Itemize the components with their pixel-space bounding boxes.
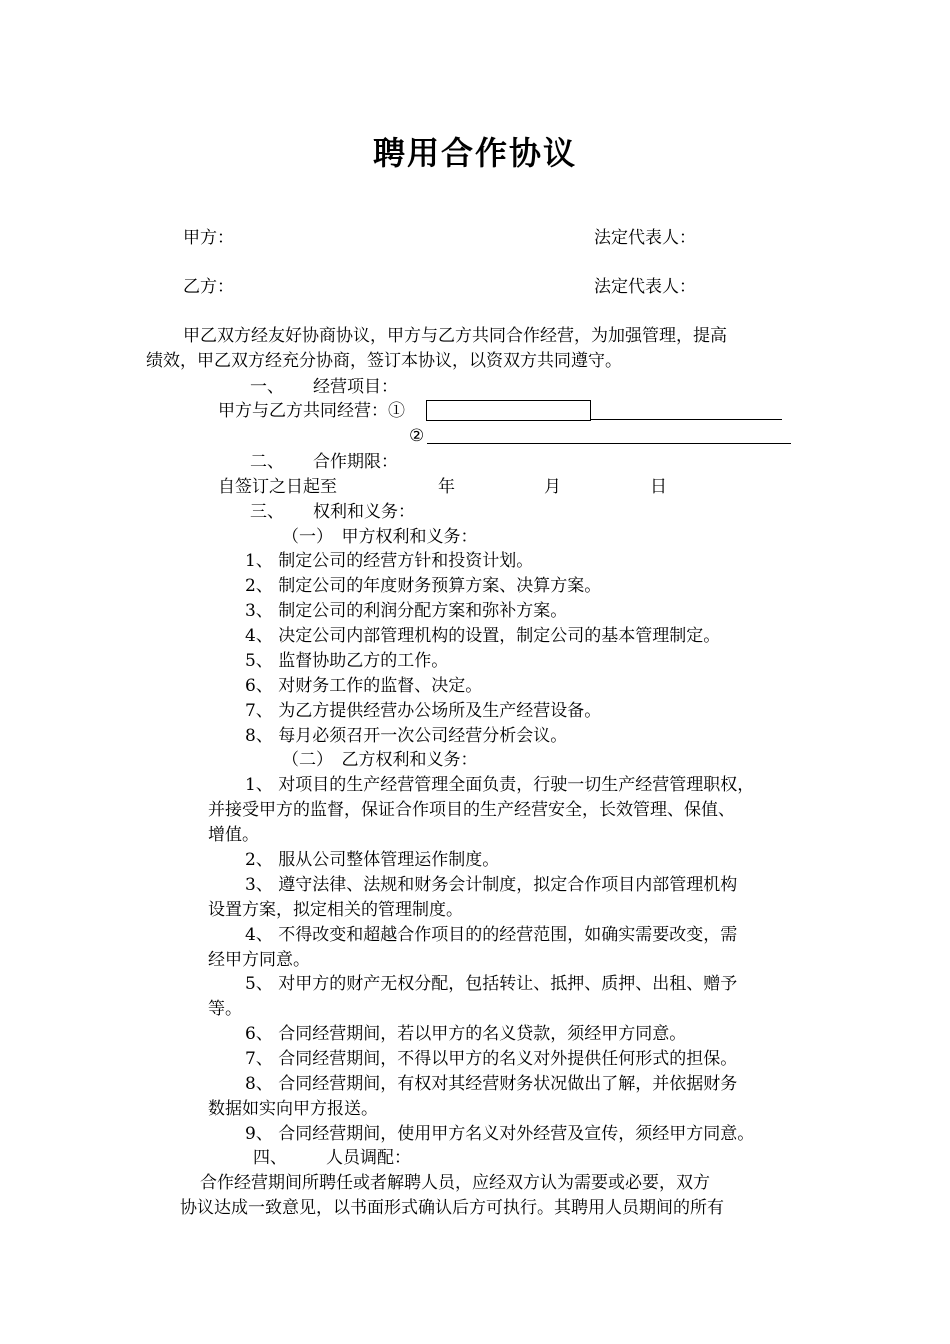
project-1-input-box bbox=[426, 400, 591, 421]
document-title: 聘用合作协议 bbox=[372, 134, 577, 172]
party-b-line: 5、 对甲方的财产无权分配，包括转让、抵押、质押、出租、赠予 bbox=[245, 974, 738, 994]
party-a-label: 甲方： bbox=[183, 228, 234, 248]
party-b-line: 增值。 bbox=[208, 825, 259, 845]
section-2-number: 二、 bbox=[250, 452, 284, 472]
intro-line-2: 绩效，甲乙双方经充分协商，签订本协议，以资双方共同遵守。 bbox=[146, 351, 622, 371]
party-b-line: 经甲方同意。 bbox=[208, 950, 310, 970]
section-4-number: 四、 bbox=[253, 1148, 287, 1168]
section-2-heading: 合作期限： bbox=[313, 452, 398, 472]
party-b-line: 7、 合同经营期间，不得以甲方的名义对外提供任何形式的担保。 bbox=[245, 1049, 738, 1069]
party-a-item: 4、 决定公司内部管理机构的设置，制定公司的基本管理制定。 bbox=[245, 626, 721, 646]
section-3-heading: 权利和义务： bbox=[313, 502, 415, 522]
project-2-underline bbox=[427, 443, 791, 444]
section-1-line-label: 甲方与乙方共同经营：① bbox=[218, 401, 405, 421]
party-b-line: 数据如实向甲方报送。 bbox=[208, 1099, 378, 1119]
term-year: 年 bbox=[438, 477, 455, 497]
party-a-item: 6、 对财务工作的监督、决定。 bbox=[245, 676, 483, 696]
party-a-item: 8、 每月必须召开一次公司经营分析会议。 bbox=[245, 726, 568, 746]
party-b-label: 乙方： bbox=[183, 277, 234, 297]
party-b-line: 3、 遵守法律、法规和财务会计制度，拟定合作项目内部管理机构 bbox=[245, 875, 738, 895]
party-b-line: 并接受甲方的监督，保证合作项目的生产经营安全，长效管理、保值、 bbox=[208, 800, 735, 820]
party-a-item: 7、 为乙方提供经营办公场所及生产经营设备。 bbox=[245, 701, 602, 721]
party-b-line: 设置方案，拟定相关的管理制度。 bbox=[208, 900, 463, 920]
party-b-line: 等。 bbox=[208, 999, 242, 1019]
section-1-marker-2: ② bbox=[409, 426, 425, 446]
party-a-item: 2、 制定公司的年度财务预算方案、决算方案。 bbox=[245, 576, 602, 596]
term-month: 月 bbox=[544, 477, 561, 497]
intro-line-1: 甲乙双方经友好协商协议，甲方与乙方共同合作经营，为加强管理，提高 bbox=[183, 326, 727, 346]
section-4-line-1: 合作经营期间所聘任或者解聘人员，应经双方认为需要或必要，双方 bbox=[200, 1173, 710, 1193]
party-b-rep-label: 法定代表人： bbox=[594, 277, 696, 297]
party-a-item: 1、 制定公司的经营方针和投资计划。 bbox=[245, 551, 534, 571]
section-4-line-2: 协议达成一致意见，以书面形式确认后方可执行。其聘用人员期间的所有 bbox=[180, 1198, 724, 1218]
party-b-line: 2、 服从公司整体管理运作制度。 bbox=[245, 850, 500, 870]
party-b-line: 1、 对项目的生产经营管理全面负责，行驶一切生产经营管理职权， bbox=[245, 775, 755, 795]
section-4-heading: 人员调配： bbox=[326, 1148, 411, 1168]
party-a-item: 3、 制定公司的利润分配方案和弥补方案。 bbox=[245, 601, 568, 621]
sub-heading-party-b: （二） 乙方权利和义务： bbox=[282, 750, 478, 770]
project-1-underline bbox=[590, 419, 782, 420]
section-1-heading: 经营项目： bbox=[313, 377, 398, 397]
party-a-rep-label: 法定代表人： bbox=[594, 228, 696, 248]
party-b-line: 6、 合同经营期间，若以甲方的名义贷款，须经甲方同意。 bbox=[245, 1024, 687, 1044]
section-3-number: 三、 bbox=[250, 502, 284, 522]
party-a-item: 5、 监督协助乙方的工作。 bbox=[245, 651, 449, 671]
party-b-line: 8、 合同经营期间，有权对其经营财务状况做出了解，并依据财务 bbox=[245, 1074, 738, 1094]
term-from-label: 自签订之日起至 bbox=[218, 477, 337, 497]
section-1-number: 一、 bbox=[250, 377, 284, 397]
sub-heading-party-a: （一） 甲方权利和义务： bbox=[282, 527, 478, 547]
term-day: 日 bbox=[650, 477, 667, 497]
party-b-line: 4、 不得改变和超越合作项目的的经营范围，如确实需要改变，需 bbox=[245, 925, 738, 945]
party-b-line: 9、 合同经营期间，使用甲方名义对外经营及宣传，须经甲方同意。 bbox=[245, 1124, 755, 1144]
